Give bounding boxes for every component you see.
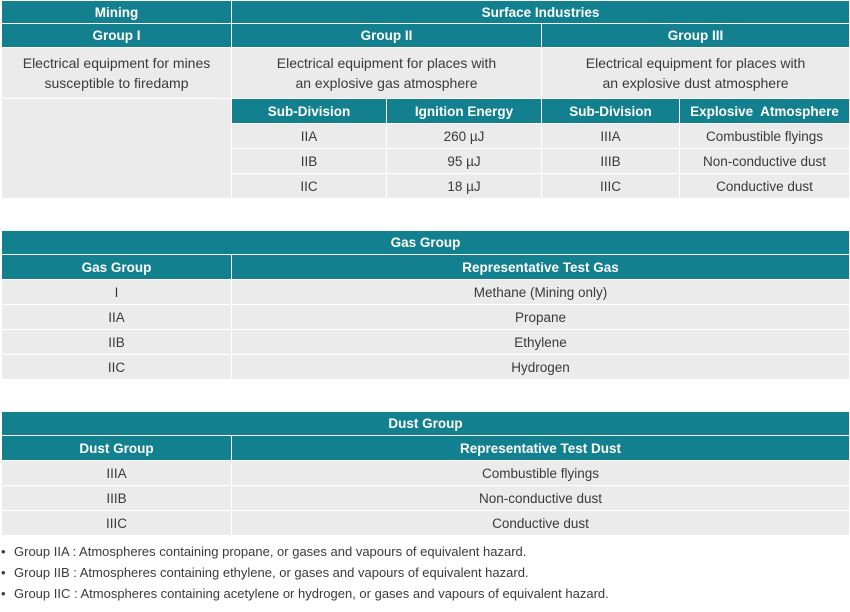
gas-group-table <box>1 230 850 380</box>
gas-group-cell: IIC <box>2 355 232 380</box>
group-i-description-line-2: susceptible to firedamp <box>44 75 189 91</box>
table-row <box>2 486 850 511</box>
test-gas-cell: Ethylene <box>232 330 850 355</box>
group-i-header: Group I <box>2 24 232 48</box>
test-gas-cell: Hydrogen <box>232 355 850 380</box>
note-text: Group IIB : Atmospheres containing ethylene, or gases and vapours of equivalent hazard. <box>14 565 529 580</box>
table-row <box>2 511 850 536</box>
group-ii-description-line-2: an explosive gas atmosphere <box>295 75 478 91</box>
gas-sub-division: IIB <box>232 149 387 174</box>
dust-group-cell: IIIB <box>2 486 232 511</box>
ignition-energy: 95 µJ <box>387 149 542 174</box>
ignition-energy: 260 µJ <box>387 124 542 149</box>
group-iii-description-line-1: Electrical equipment for places with <box>585 55 806 71</box>
bullet-icon: • <box>1 565 6 580</box>
dust-group-table <box>1 411 850 536</box>
table-row <box>2 330 850 355</box>
col-header-ignition-energy: Ignition Energy <box>387 99 542 124</box>
col-header-gas-group: Gas Group <box>2 255 232 280</box>
gas-group-cell: I <box>2 280 232 305</box>
group-ii-header: Group II <box>232 24 542 48</box>
dust-sub-division: IIIA <box>542 124 680 149</box>
note-text: Group IIA : Atmospheres containing propane, or gases and vapours of equivalent hazard. <box>14 544 527 559</box>
group-i-description <box>2 48 232 99</box>
test-dust-cell: Combustible flyings <box>232 461 850 486</box>
col-header-explosive-atmosphere: Explosive Atmosphere <box>680 99 850 124</box>
group-ii-description <box>232 48 542 99</box>
test-dust-cell: Non-conductive dust <box>232 486 850 511</box>
mining-header: Mining <box>2 1 232 24</box>
explosive-atmosphere: Non-conductive dust <box>680 149 850 174</box>
group-iii-description-line-2: an explosive dust atmosphere <box>602 75 789 91</box>
dust-sub-division: IIIC <box>542 174 680 199</box>
group-iii-description <box>542 48 850 99</box>
col-header-representative-test-gas: Representative Test Gas <box>232 255 850 280</box>
gas-group-cell: IIA <box>2 305 232 330</box>
gas-sub-division: IIA <box>232 124 387 149</box>
group-ii-description-line-1: Electrical equipment for places with <box>276 55 497 71</box>
group-i-description-line-1: Electrical equipment for mines <box>22 55 211 71</box>
test-dust-cell: Conductive dust <box>232 511 850 536</box>
gas-group-title: Gas Group <box>2 231 850 255</box>
note-text: Group IIC : Atmospheres containing acetylene or hydrogen, or gases and vapours of equivalent hazard. <box>14 586 609 601</box>
gas-group-cell: IIB <box>2 330 232 355</box>
bullet-icon: • <box>1 544 6 559</box>
dust-sub-division: IIIB <box>542 149 680 174</box>
test-gas-cell: Propane <box>232 305 850 330</box>
table-row <box>2 461 850 486</box>
gas-sub-division: IIC <box>232 174 387 199</box>
col-header-sub-division-dust: Sub-Division <box>542 99 680 124</box>
notes-list <box>0 541 609 604</box>
list-item <box>0 541 609 562</box>
group-iii-header: Group III <box>542 24 850 48</box>
table-row <box>2 280 850 305</box>
col-header-dust-group: Dust Group <box>2 436 232 461</box>
col-header-sub-division: Sub-Division <box>232 99 387 124</box>
surface-industries-header: Surface Industries <box>232 1 850 24</box>
dust-group-title: Dust Group <box>2 412 850 436</box>
list-item <box>0 562 609 583</box>
table-row <box>2 355 850 380</box>
dust-group-cell: IIIC <box>2 511 232 536</box>
list-item <box>0 583 609 604</box>
test-gas-cell: Methane (Mining only) <box>232 280 850 305</box>
table-row <box>2 305 850 330</box>
explosive-atmosphere: Conductive dust <box>680 174 850 199</box>
col-header-representative-test-dust: Representative Test Dust <box>232 436 850 461</box>
ignition-energy: 18 µJ <box>387 174 542 199</box>
explosive-atmosphere: Combustible flyings <box>680 124 850 149</box>
bullet-icon: • <box>1 586 6 601</box>
equipment-classification-table <box>1 0 850 199</box>
group-i-blank-area <box>2 99 232 199</box>
dust-group-cell: IIIA <box>2 461 232 486</box>
